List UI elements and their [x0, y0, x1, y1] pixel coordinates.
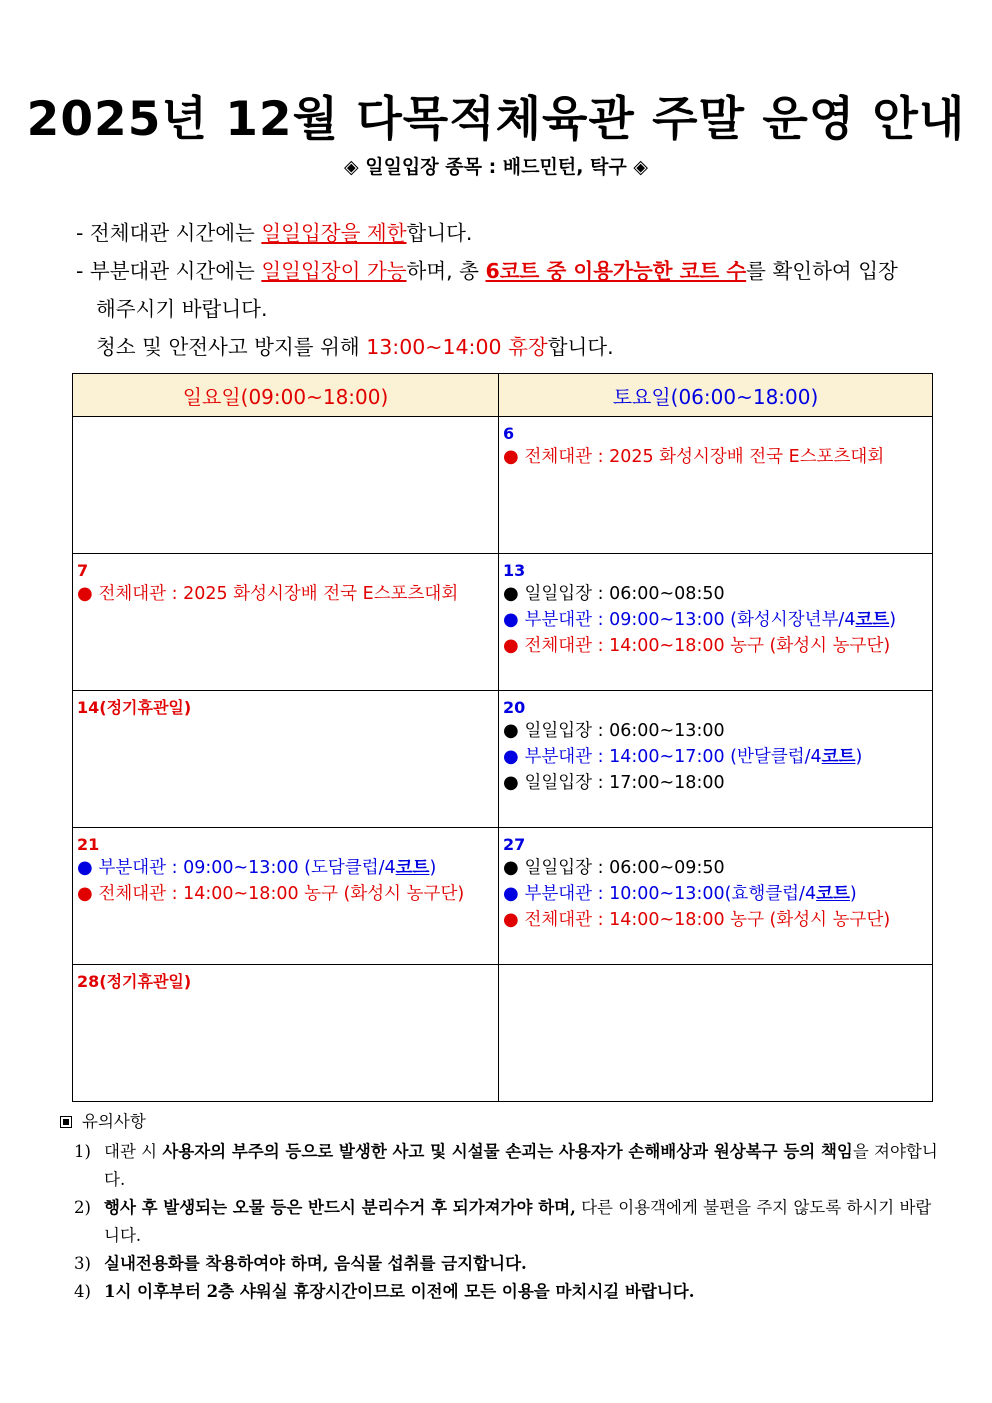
entry-tail: ) — [429, 858, 437, 878]
entry-tail: ) — [849, 884, 857, 904]
entry-text: 부분대관 : 10:00~13:00(효행클럽/4 — [524, 884, 817, 904]
caution-post: 다른 이용객에게 불편을 주지 않도록 하시기 바랍니다. — [104, 1198, 932, 1245]
caution-number: 3) — [74, 1254, 91, 1273]
saturday-cell — [499, 828, 933, 965]
entry-text: 일일입장 : 06:00~13:00 — [524, 721, 725, 741]
bullet-dot-icon: ● — [503, 746, 525, 767]
schedule-entry — [503, 855, 928, 881]
bullet-dot-icon: ● — [77, 583, 99, 604]
schedule-entry — [503, 718, 928, 744]
schedule-entry — [77, 855, 494, 881]
bullet-dot-icon: ● — [503, 883, 525, 904]
schedule-entry — [503, 881, 928, 907]
saturday-cell — [499, 691, 933, 828]
schedule-entry — [77, 581, 494, 607]
day-number: 20 — [503, 698, 526, 717]
caution-heading — [60, 1110, 944, 1134]
sunday-cell — [73, 828, 499, 965]
entry-text: 일일입장 : 06:00~09:50 — [524, 858, 725, 878]
notice-line-3 — [76, 328, 938, 366]
schedule-entry — [77, 881, 494, 907]
caution-section — [60, 1110, 944, 1306]
entry-text: 부분대관 : 09:00~13:00 (도담클럽/4 — [98, 858, 396, 878]
saturday-cell — [499, 965, 933, 1102]
caution-text — [104, 1250, 944, 1278]
caution-item — [74, 1278, 944, 1306]
notice-highlight: 6코트 중 이용가능한 코트 수 — [485, 259, 747, 283]
page-title: 2025년 12월 다목적체육관 주말 운영 안내 — [26, 92, 966, 147]
entry-text: 전체대관 : 14:00~18:00 농구 (화성시 농구단) — [524, 910, 891, 930]
sunday-cell — [73, 554, 499, 691]
notice-text: - 전체대관 시간에는 — [76, 221, 262, 245]
day-number: 21 — [77, 835, 100, 854]
entry-tail: ) — [855, 747, 863, 767]
entry-text: 전체대관 : 14:00~18:00 농구 (화성시 농구단) — [98, 884, 465, 904]
caution-list — [60, 1138, 944, 1306]
caution-pre: 대관 시 — [104, 1142, 163, 1161]
caution-number: 1) — [74, 1142, 91, 1161]
sunday-cell — [73, 417, 499, 554]
day-number: 28(정기휴관일) — [77, 972, 192, 991]
schedule-entry — [503, 607, 928, 633]
bullet-dot-icon: ● — [503, 609, 525, 630]
notice-highlight: 13:00~14:00 휴장 — [366, 335, 548, 359]
sunday-cell — [73, 965, 499, 1102]
caution-text — [104, 1138, 944, 1194]
header-sunday: 일요일(09:00~18:00) — [73, 374, 499, 417]
caution-bold: 사용자의 부주의 등으로 발생한 사고 및 시설물 손괴는 사용자가 손해배상과 원상복구 등의 책임 — [162, 1142, 853, 1161]
caution-heading-text: 유의사항 — [82, 1112, 146, 1131]
notice-line-2-cont: 해주시기 바랍니다. — [96, 297, 268, 321]
day-number: 7 — [77, 561, 89, 580]
schedule-entry — [503, 444, 928, 470]
bullet-dot-icon: ● — [503, 772, 525, 793]
entry-text: 일일입장 : 17:00~18:00 — [524, 773, 725, 793]
page-subtitle: ◈ 일일입장 종목 : 배드민턴, 탁구 ◈ — [344, 156, 648, 178]
court-label: 코트 — [821, 747, 856, 767]
notice-text: - 부분대관 시간에는 — [76, 259, 262, 283]
schedule-table — [72, 373, 933, 1102]
day-number: 13 — [503, 561, 526, 580]
caution-bold: 1시 이후부터 2층 샤워실 휴장시간이므로 이전에 모든 이용을 마치시길 바랍니다. — [104, 1282, 695, 1301]
header-saturday: 토요일(06:00~18:00) — [499, 374, 933, 417]
entry-text: 일일입장 : 06:00~08:50 — [524, 584, 725, 604]
bullet-dot-icon: ● — [503, 909, 525, 930]
sunday-cell — [73, 691, 499, 828]
schedule-entry — [503, 633, 928, 659]
table-row — [73, 417, 933, 554]
schedule-entry — [503, 907, 928, 933]
caution-bold: 실내전용화를 착용하여야 하며, 음식물 섭취를 금지합니다. — [104, 1254, 527, 1273]
caution-number: 2) — [74, 1198, 91, 1217]
notice-highlight: 일일입장을 제한 — [261, 221, 407, 245]
schedule-entry — [503, 770, 928, 796]
entry-text: 부분대관 : 09:00~13:00 (화성시장년부/4 — [524, 610, 856, 630]
bullet-dot-icon: ● — [503, 583, 525, 604]
notice-line-1 — [76, 214, 938, 252]
caution-item — [74, 1250, 944, 1278]
saturday-cell — [499, 417, 933, 554]
entry-text: 전체대관 : 2025 화성시장배 전국 E스포츠대회 — [524, 447, 885, 467]
caution-item — [74, 1138, 944, 1194]
bullet-dot-icon: ● — [503, 635, 525, 656]
table-row — [73, 828, 933, 965]
notice-text: 를 확인하여 입장 — [746, 259, 898, 283]
caution-item — [74, 1194, 944, 1250]
court-label: 코트 — [395, 858, 430, 878]
entry-text: 부분대관 : 14:00~17:00 (반달클럽/4 — [524, 747, 822, 767]
table-row — [73, 554, 933, 691]
caution-bold: 행사 후 발생되는 오물 등은 반드시 분리수거 후 되가져가야 하며, — [104, 1198, 576, 1217]
notice-text: 하며, 총 — [406, 259, 486, 283]
entry-text: 전체대관 : 14:00~18:00 농구 (화성시 농구단) — [524, 636, 891, 656]
square-bullet-icon — [60, 1116, 72, 1128]
day-number: 6 — [503, 424, 515, 443]
bullet-dot-icon: ● — [503, 857, 525, 878]
saturday-cell — [499, 554, 933, 691]
entry-text: 전체대관 : 2025 화성시장배 전국 E스포츠대회 — [98, 584, 459, 604]
caution-text — [104, 1194, 944, 1250]
day-number: 14(정기휴관일) — [77, 698, 192, 717]
notice-text: 합니다. — [406, 221, 473, 245]
schedule-entry — [503, 581, 928, 607]
bullet-dot-icon: ● — [503, 446, 525, 467]
table-row — [73, 691, 933, 828]
schedule-entry — [503, 744, 928, 770]
caution-number: 4) — [74, 1282, 91, 1301]
notice-block — [76, 214, 938, 366]
court-label: 코트 — [816, 884, 850, 904]
notice-highlight: 일일입장이 가능 — [261, 259, 407, 283]
bullet-dot-icon: ● — [503, 720, 525, 741]
notice-text: 청소 및 안전사고 방지를 위해 — [96, 335, 367, 359]
caution-post: 을 져야합니다. — [104, 1142, 938, 1189]
bullet-dot-icon: ● — [77, 883, 99, 904]
notice-text: 합니다. — [547, 335, 614, 359]
bullet-dot-icon: ● — [77, 857, 99, 878]
notice-line-2 — [76, 252, 938, 290]
court-label: 코트 — [855, 610, 890, 630]
caution-text — [104, 1278, 944, 1306]
entry-tail: ) — [889, 610, 897, 630]
schedule-body — [73, 417, 933, 1102]
day-number: 27 — [503, 835, 526, 854]
table-row — [73, 965, 933, 1102]
